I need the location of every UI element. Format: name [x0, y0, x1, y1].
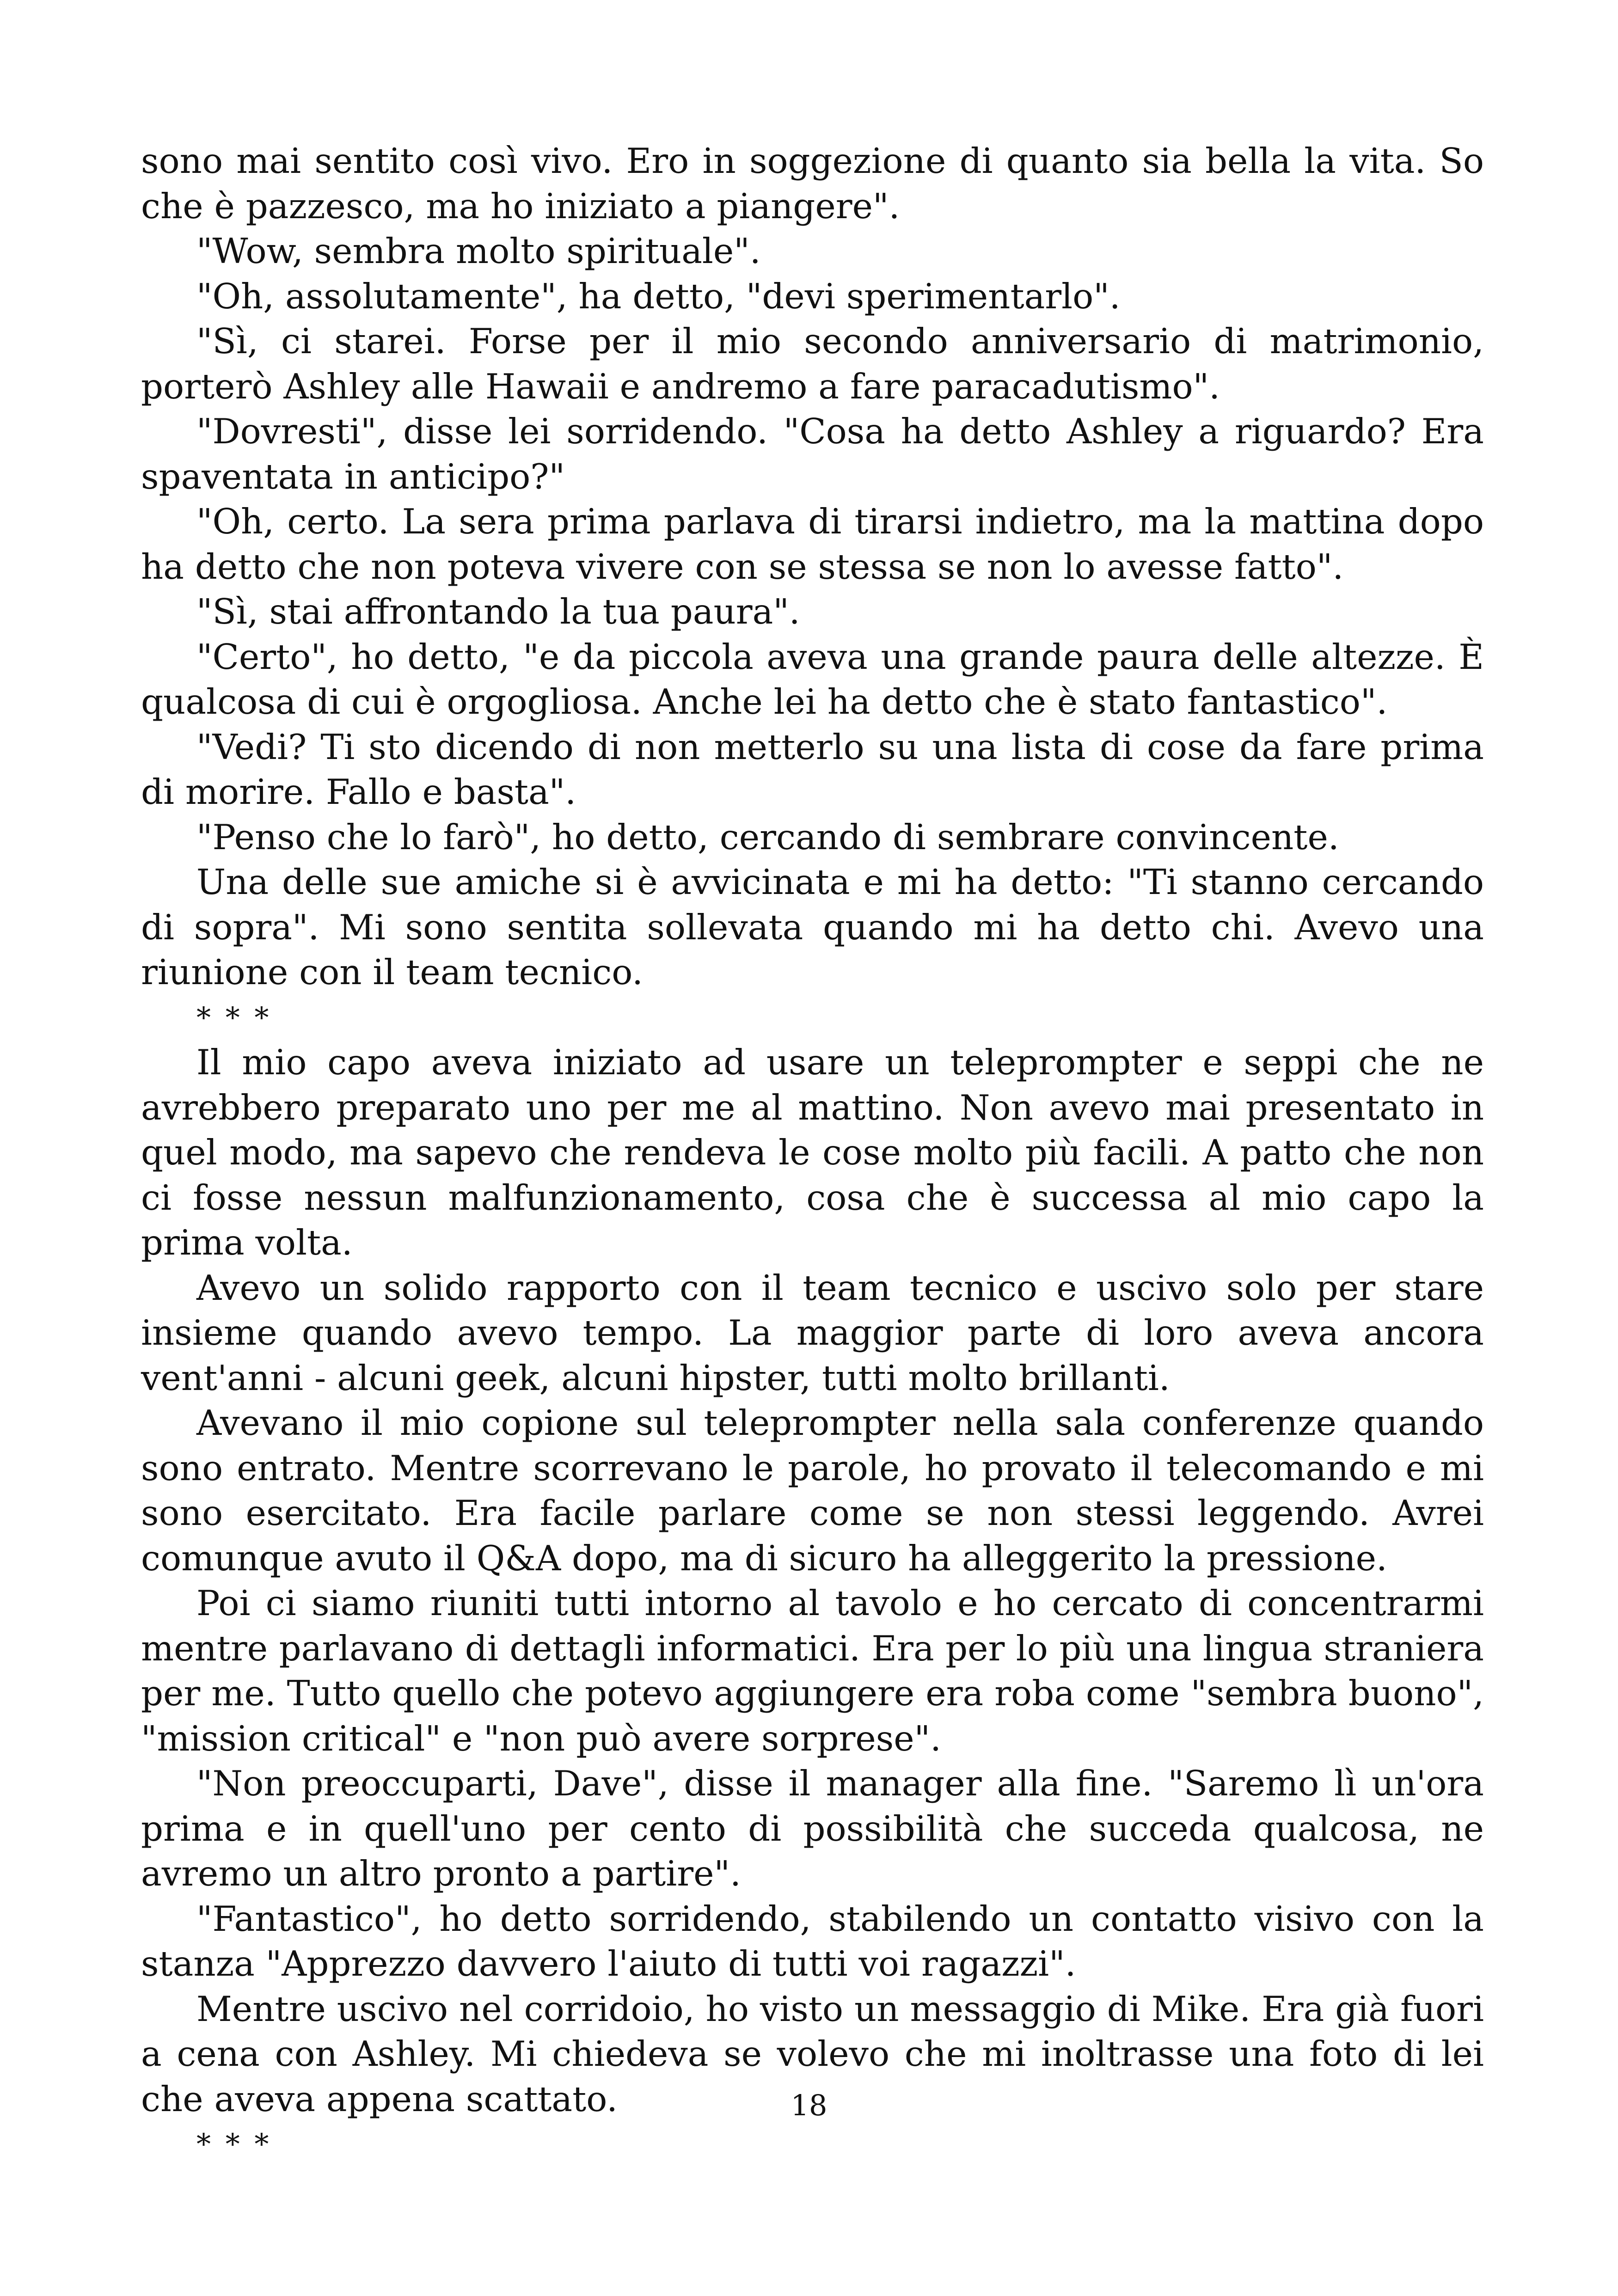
paragraph: Il mio capo aveva iniziato ad usare un teleprompter e seppi che ne avrebbero preparato uno per me al mattino. Non avevo mai presentato in quel modo, ma sapevo che rendeva le cose molto più facili. A patto che non ci fosse nessun malfunzionamento, cosa che è successa al mio capo la prima volta. [141, 1042, 1484, 1263]
paragraph: "Oh, assolutamente", ha detto, "devi sperimentarlo". [196, 276, 1121, 317]
paragraph: "Sì, ci starei. Forse per il mio secondo anniversario di matrimonio, porterò Ashley alle Hawaii e andremo a fare paracadutismo". [141, 321, 1484, 407]
paragraph: "Vedi? Ti sto dicendo di non metterlo su una lista di cose da fare prima di morire. Fallo e basta". [141, 726, 1484, 812]
section-separator: * * * [196, 2127, 272, 2161]
paragraph: "Oh, certo. La sera prima parlava di tirarsi indietro, ma la mattina dopo ha detto che non poteva vivere con se stessa se non lo avesse fatto". [141, 501, 1484, 587]
page-number: 18 [791, 2088, 827, 2122]
paragraph: "Wow, sembra molto spirituale". [196, 231, 761, 271]
paragraph: "Dovresti", disse lei sorridendo. "Cosa ha detto Ashley a riguardo? Era spaventata in anticipo?" [141, 411, 1484, 497]
body-text [141, 139, 1484, 2167]
section-separator: * * * [196, 1000, 272, 1035]
paragraph: "Penso che lo farò", ho detto, cercando di sembrare convincente. [196, 816, 1339, 857]
paragraph: "Sì, stai affrontando la tua paura". [196, 591, 800, 632]
paragraph: Avevano il mio copione sul teleprompter nella sala conferenze quando sono entrato. Mentre scorrevano le parole, ho provato il telecomando e mi sono esercitato. Era facile parlare come se non stessi leggendo. Avrei comunque avuto il Q&A dopo, ma di sicuro ha alleggerito la pressione. [141, 1402, 1484, 1579]
paragraph: Avevo un solido rapporto con il team tecnico e uscivo solo per stare insieme quando avevo tempo. La maggior parte di loro aveva ancora vent'anni - alcuni geek, alcuni hipster, tutti molto brillanti. [141, 1267, 1484, 1398]
paragraph: "Fantastico", ho detto sorridendo, stabilendo un contatto visivo con la stanza "Apprezzo davvero l'aiuto di tutti voi ragazzi". [141, 1898, 1484, 1984]
paragraph: Poi ci siamo riuniti tutti intorno al tavolo e ho cercato di concentrarmi mentre parlavano di dettagli informatici. Era per lo più una lingua straniera per me. Tutto quello che potevo aggiungere era roba come "sembra buono", "mission critical" e "non può avere sorprese". [141, 1583, 1484, 1759]
document-page [141, 139, 1484, 2167]
paragraph: "Certo", ho detto, "e da piccola aveva una grande paura delle altezze. È qualcosa di cui è orgogliosa. Anche lei ha detto che è stato fantastico". [141, 636, 1484, 722]
paragraph-continued: sono mai sentito così vivo. Ero in soggezione di quanto sia bella la vita. So che è pazzesco, ma ho iniziato a piangere". [141, 141, 1484, 227]
paragraph: Mentre uscivo nel corridoio, ho visto un messaggio di Mike. Era già fuori a cena con Ashley. Mi chiedeva se volevo che mi inoltrasse una foto di lei che aveva appena scattato. [141, 1988, 1484, 2119]
paragraph: Una delle sue amiche si è avvicinata e mi ha detto: "Ti stanno cercando di sopra". Mi sono sentita sollevata quando mi ha detto chi. Avevo una riunione con il team tecnico. [141, 862, 1484, 992]
paragraph: "Non preoccuparti, Dave", disse il manager alla fine. "Saremo lì un'ora prima e in quell'uno per cento di possibilità che succeda qualcosa, ne avremo un altro pronto a partire". [141, 1763, 1484, 1894]
